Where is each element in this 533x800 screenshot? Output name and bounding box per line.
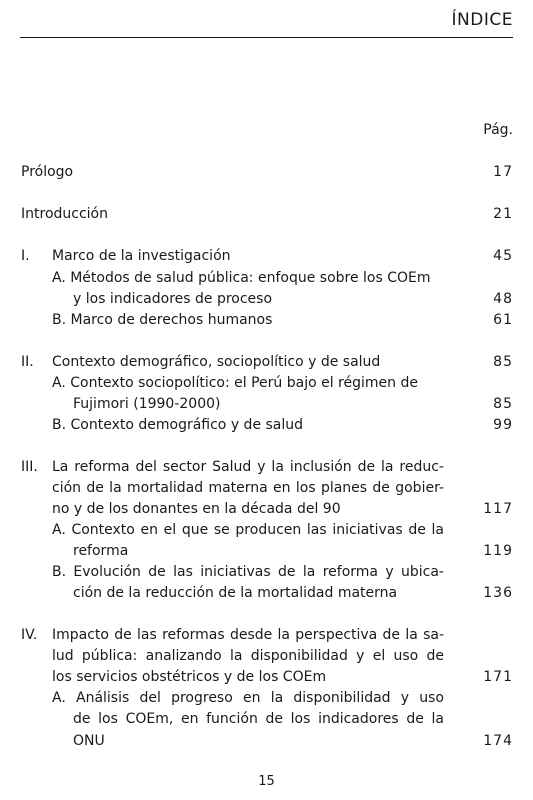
toc-entry-section-1b: [0, 310, 533, 331]
toc-entry-text: B. Evolución de las iniciativas de la reforma y ubica-: [52, 564, 444, 580]
toc-entry-page: 61: [493, 312, 513, 328]
toc-entry-page: 171: [483, 669, 513, 685]
toc-entry-section-3-line-1: [0, 457, 533, 478]
toc-entry-text: de los COEm, en función de los indicadores de la: [73, 711, 444, 727]
toc-entry-page: 48: [493, 291, 513, 307]
toc-section-number: III.: [21, 459, 38, 475]
toc-entry-section-2: [0, 352, 533, 373]
toc-entry-text: Marco de la investigación: [52, 248, 231, 264]
toc-entry-page: 99: [493, 417, 513, 433]
page-column-label: Pág.: [483, 122, 513, 138]
toc-entry-text: A. Métodos de salud pública: enfoque sobre los COEm: [52, 270, 431, 286]
toc-entry-section-3a-line-2: [0, 541, 533, 562]
toc-entry-page: 117: [483, 501, 513, 517]
toc-entry-text: Prólogo: [21, 164, 74, 180]
toc-entry-section-4-line-1: [0, 625, 533, 646]
toc-entry-page: 136: [483, 585, 513, 601]
toc-entry-text: no y de los donantes en la década del 90: [52, 501, 341, 517]
toc-entry-text: Contexto demográfico, sociopolítico y de salud: [52, 354, 381, 370]
toc-entry-section-1: [0, 246, 533, 267]
toc-entry-section-3b-line-2: [0, 583, 533, 604]
toc-entry-text: La reforma del sector Salud y la inclusión de la reduc-: [52, 459, 444, 475]
toc-entry-page: 85: [493, 396, 513, 412]
toc-entry-page: 45: [493, 248, 513, 264]
toc-section-number: I.: [21, 248, 30, 264]
page-number: 15: [258, 774, 275, 789]
toc-entry-text: A. Contexto en el que se producen las iniciativas de la: [52, 522, 444, 538]
toc-entry-text: ción de la reducción de la mortalidad materna: [73, 585, 398, 601]
toc-entry-text: lud pública: analizando la disponibilidad y el uso de: [52, 648, 444, 664]
toc-entry-text: B. Contexto demográfico y de salud: [52, 417, 304, 433]
toc-entry-section-3b-line-1: [0, 562, 533, 583]
toc-entry-section-2a-line-2: [0, 394, 533, 415]
toc-entry-section-4a-line-1: [0, 688, 533, 709]
toc-entry-page: 174: [483, 733, 513, 749]
toc-section-number: II.: [21, 354, 34, 370]
toc-entry-section-4-line-3: [0, 667, 533, 688]
toc-entry-section-1a-line-2: [0, 289, 533, 310]
header-rule: [20, 37, 513, 38]
toc-entry-text: los servicios obstétricos y de los COEm: [52, 669, 327, 685]
toc-entry-page: 21: [493, 206, 513, 222]
toc-section-number: IV.: [21, 627, 38, 643]
toc-entry-section-3a-line-1: [0, 520, 533, 541]
toc-entry-text: reforma: [73, 543, 129, 559]
toc-entry-section-2b: [0, 415, 533, 436]
toc-entry-section-3-line-3: [0, 499, 533, 520]
toc-entry-section-4a-line-2: [0, 709, 533, 730]
toc-entry-section-2a-line-1: [0, 373, 533, 394]
page-header-title: ÍNDICE: [451, 10, 513, 30]
toc-entry-text: A. Análisis del progreso en la disponibilidad y uso: [52, 690, 444, 706]
toc-entry-text: ONU: [73, 733, 105, 749]
toc-entry-prologo: [0, 162, 533, 183]
toc-entry-text: Fujimori (1990-2000): [73, 396, 221, 412]
toc-entry-text: B. Marco de derechos humanos: [52, 312, 273, 328]
toc-entry-text: y los indicadores de proceso: [73, 291, 273, 307]
toc-entry-section-3-line-2: [0, 478, 533, 499]
toc-entry-text: ción de la mortalidad materna en los planes de gobier-: [52, 480, 444, 496]
toc-entry-introduccion: [0, 204, 533, 225]
toc-entry-text: Introducción: [21, 206, 108, 222]
toc-entry-page: 85: [493, 354, 513, 370]
toc-entry-section-4-line-2: [0, 646, 533, 667]
toc-entry-text: Impacto de las reformas desde la perspectiva de la sa-: [52, 627, 444, 643]
toc-entry-section-4a-line-3: [0, 731, 533, 752]
toc-entry-page: 119: [483, 543, 513, 559]
toc-entry-text: A. Contexto sociopolítico: el Perú bajo el régimen de: [52, 375, 418, 391]
toc-entry-section-1a-line-1: [0, 268, 533, 289]
toc-entry-page: 17: [493, 164, 513, 180]
